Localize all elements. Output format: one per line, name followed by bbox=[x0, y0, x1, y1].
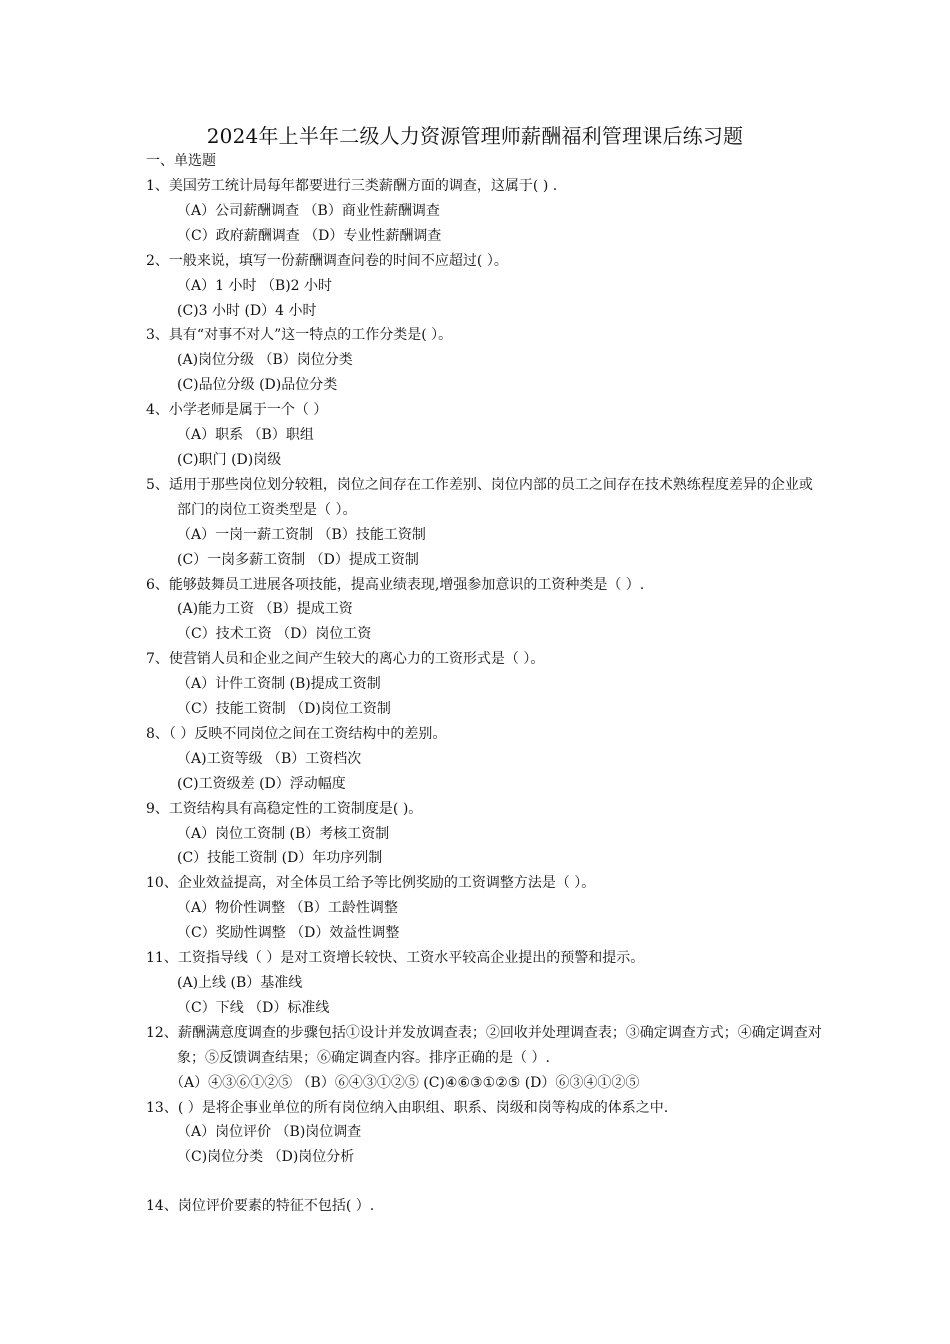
question-option: （C）下线 （D）标准线 bbox=[177, 999, 330, 1016]
question-6 bbox=[146, 573, 826, 648]
question-stem: 8、（ ）反映不同岗位之间在工资结构中的差别。 bbox=[146, 725, 447, 742]
question-option: (C)品位分级 (D)品位分类 bbox=[177, 377, 338, 394]
question-stem: 10、企业效益提高，对全体员工给予等比例奖励的工资调整方法是（ ）。 bbox=[146, 875, 596, 892]
question-option: （A）岗位工资制 (B）考核工资制 bbox=[177, 825, 390, 842]
question-stem: 11、工资指导线（ ）是对工资增长较快、工资水平较高企业提出的预警和提示。 bbox=[146, 950, 645, 967]
section-heading: 一、单选题 bbox=[146, 153, 216, 169]
blank-line bbox=[146, 1170, 826, 1194]
question-1 bbox=[146, 174, 826, 249]
question-option: （C）技能工资制 （D)岗位工资制 bbox=[177, 701, 391, 718]
question-option: （C）奖励性调整 （D）效益性调整 bbox=[177, 925, 400, 942]
question-option: （A）1 小时 （B)2 小时 bbox=[177, 277, 333, 294]
question-7 bbox=[146, 647, 826, 722]
question-option: (C）技能工资制 (D）年功序列制 bbox=[177, 850, 383, 867]
question-13 bbox=[146, 1096, 826, 1171]
question-option: (A)上线 (B）基准线 bbox=[177, 975, 303, 991]
question-stem: 2、一般来说，填写一份薪酬调查问卷的时间不应超过( ）。 bbox=[146, 252, 508, 269]
question-10 bbox=[146, 871, 826, 946]
question-stem: 3、具有“对事不对人”这一特点的工作分类是( ）。 bbox=[146, 327, 453, 344]
question-8 bbox=[146, 722, 826, 797]
question-option: (C）一岗多薪工资制 （D）提成工资制 bbox=[177, 551, 419, 568]
question-option: （A）岗位评价 （B)岗位调查 bbox=[177, 1124, 362, 1141]
question-option: (C)工资级差 (D）浮动幅度 bbox=[177, 775, 346, 792]
question-stem: 6、能够鼓舞员工进展各项技能，提高业绩表现,增强参加意识的工资种类是（ ）. bbox=[146, 576, 645, 593]
question-option: （A）物价性调整 （B）工龄性调整 bbox=[177, 900, 398, 917]
question-stem: 9、工资结构具有高稳定性的工资制度是( )。 bbox=[146, 800, 423, 817]
question-option: (A)能力工资 （B）提成工资 bbox=[177, 601, 353, 618]
question-option: （C）技术工资 （D）岗位工资 bbox=[177, 626, 372, 643]
question-option: （A）公司薪酬调查 （B）商业性薪酬调查 bbox=[177, 202, 440, 219]
question-stem: 14、岗位评价要素的特征不包括( ）. bbox=[146, 1198, 375, 1215]
question-11 bbox=[146, 946, 826, 1021]
question-option: （C）政府薪酬调查 （D）专业性薪酬调查 bbox=[177, 227, 442, 244]
question-stem: 4、小学老师是属于一个（ ） bbox=[146, 402, 328, 419]
document-title: 2024年上半年二级人力资源管理师薪酬福利管理课后练习题 bbox=[206, 124, 744, 148]
question-stem: 12、薪酬满意度调查的步骤包括①设计并发放调查表；②回收并处理调查表；③确定调查方式；④确定调查对象；⑤反馈调查结果；⑥确定调查内容。排序正确的是（ ）. bbox=[146, 1024, 822, 1066]
question-4 bbox=[146, 398, 826, 473]
question-3 bbox=[146, 323, 826, 398]
question-stem: 5、适用于那些岗位划分较粗，岗位之间存在工作差别、岗位内部的员工之间存在技术熟练程度差异的企业或部门的岗位工资类型是（ ）。 bbox=[146, 476, 813, 518]
question-2 bbox=[146, 249, 826, 324]
question-option: （A）一岗一薪工资制 （B）技能工资制 bbox=[177, 526, 426, 543]
question-option: （C)岗位分类 （D)岗位分析 bbox=[177, 1149, 355, 1166]
question-list bbox=[146, 174, 826, 1219]
question-12 bbox=[146, 1021, 826, 1096]
question-stem: 7、使营销人员和企业之间产生较大的离心力的工资形式是（ ）。 bbox=[146, 651, 545, 668]
question-5 bbox=[146, 473, 826, 573]
question-option: （A）计件工资制 (B)提成工资制 bbox=[177, 676, 381, 693]
question-option: (C)3 小时 (D）4 小时 bbox=[177, 302, 317, 319]
question-option: （A)工资等级 （B）工资档次 bbox=[177, 750, 362, 767]
question-stem: 13、( ）是将企事业单位的所有岗位纳入由职组、职系、岗级和岗等构成的体系之中. bbox=[146, 1099, 669, 1116]
question-option: （A）④③⑥①②⑤ （B）⑥④③①②⑤ (C)④⑥③①②⑤ (D）⑥③④①②⑤ bbox=[170, 1074, 640, 1091]
question-option: (A)岗位分级 （B）岗位分类 bbox=[177, 352, 353, 369]
question-14 bbox=[146, 1194, 826, 1219]
question-stem: 1、美国劳工统计局每年都要进行三类薪酬方面的调查，这属于( ) . bbox=[146, 178, 558, 194]
question-option: （A）职系 （B）职组 bbox=[177, 427, 314, 444]
question-9 bbox=[146, 797, 826, 872]
question-option: (C)职门 (D)岗级 bbox=[177, 451, 282, 468]
